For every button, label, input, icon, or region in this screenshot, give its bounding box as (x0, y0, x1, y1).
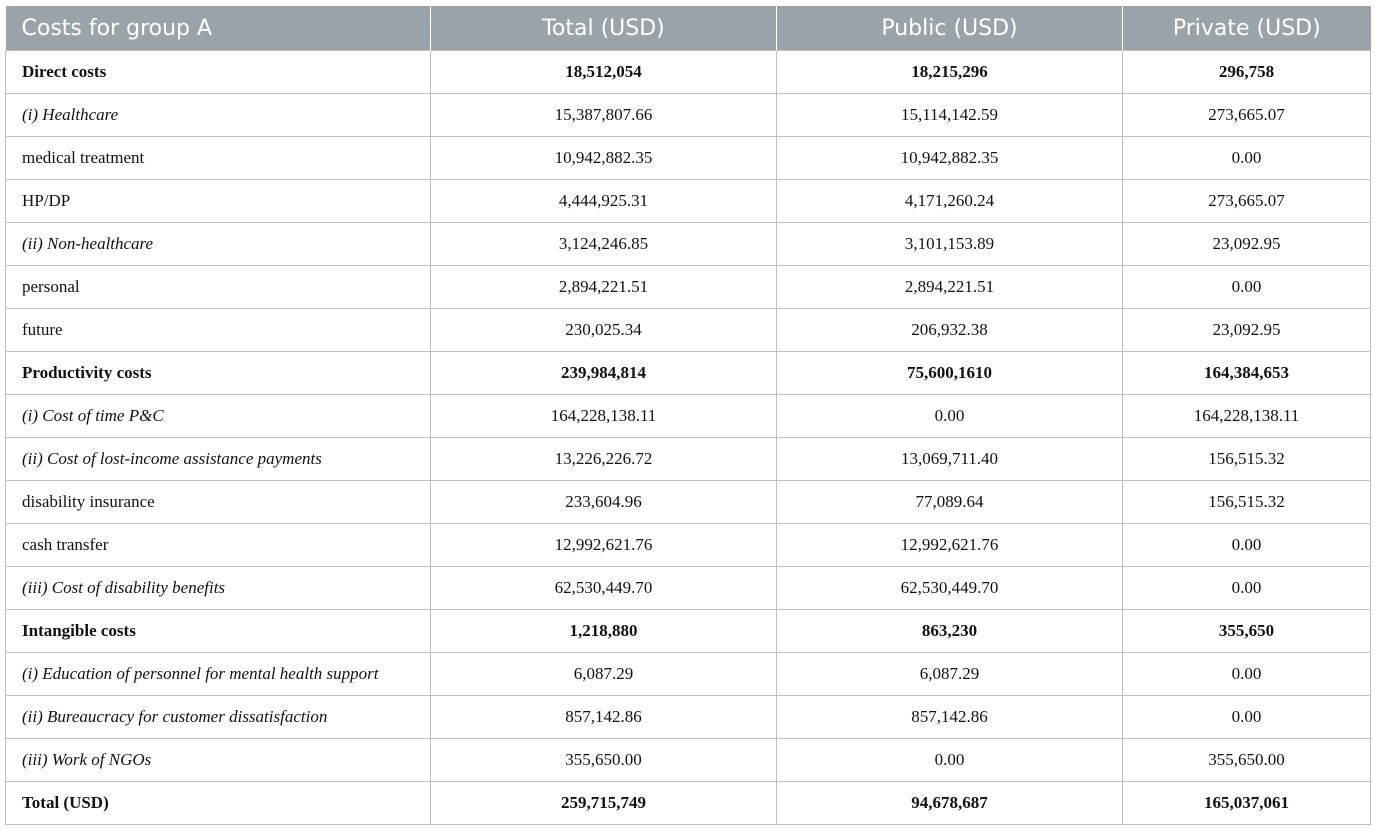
table-row (6, 266, 1371, 309)
cell-private: 23,092.95 (1123, 223, 1371, 266)
cell-total: 233,604.96 (431, 481, 777, 524)
row-label: future (6, 309, 431, 352)
table-row (6, 180, 1371, 223)
cell-private: 0.00 (1123, 653, 1371, 696)
cell-total: 239,984,814 (431, 352, 777, 395)
table-row (6, 94, 1371, 137)
cell-private: 273,665.07 (1123, 94, 1371, 137)
cell-public: 75,600,1610 (777, 352, 1123, 395)
row-label: medical treatment (6, 137, 431, 180)
row-label: Total (USD) (6, 782, 431, 825)
cell-public: 863,230 (777, 610, 1123, 653)
table-row (6, 610, 1371, 653)
cell-total: 13,226,226.72 (431, 438, 777, 481)
cell-total: 15,387,807.66 (431, 94, 777, 137)
table-row (6, 782, 1371, 825)
row-label: (i) Education of personnel for mental health support (6, 653, 431, 696)
cell-total: 2,894,221.51 (431, 266, 777, 309)
header-total: Total (USD) (431, 6, 777, 51)
costs-table-container (5, 6, 1370, 825)
table-row (6, 524, 1371, 567)
table-row (6, 438, 1371, 481)
cell-public: 77,089.64 (777, 481, 1123, 524)
table-row (6, 739, 1371, 782)
table-row (6, 51, 1371, 94)
cell-public: 12,992,621.76 (777, 524, 1123, 567)
row-label: personal (6, 266, 431, 309)
cell-total: 164,228,138.11 (431, 395, 777, 438)
row-label: HP/DP (6, 180, 431, 223)
header-private: Private (USD) (1123, 6, 1371, 51)
cell-private: 0.00 (1123, 567, 1371, 610)
table-row (6, 395, 1371, 438)
row-label: (ii) Cost of lost-income assistance payments (6, 438, 431, 481)
cell-public: 6,087.29 (777, 653, 1123, 696)
cell-public: 0.00 (777, 739, 1123, 782)
cell-public: 15,114,142.59 (777, 94, 1123, 137)
cell-private: 355,650.00 (1123, 739, 1371, 782)
cell-total: 12,992,621.76 (431, 524, 777, 567)
cell-total: 10,942,882.35 (431, 137, 777, 180)
cell-public: 18,215,296 (777, 51, 1123, 94)
cell-private: 164,384,653 (1123, 352, 1371, 395)
cell-private: 164,228,138.11 (1123, 395, 1371, 438)
row-label: (i) Cost of time P&C (6, 395, 431, 438)
cell-total: 3,124,246.85 (431, 223, 777, 266)
cell-public: 3,101,153.89 (777, 223, 1123, 266)
table-body (6, 51, 1371, 825)
row-label: Intangible costs (6, 610, 431, 653)
table-row (6, 309, 1371, 352)
table-row (6, 696, 1371, 739)
cell-total: 18,512,054 (431, 51, 777, 94)
cell-total: 1,218,880 (431, 610, 777, 653)
cell-public: 4,171,260.24 (777, 180, 1123, 223)
cell-private: 273,665.07 (1123, 180, 1371, 223)
row-label: (iii) Cost of disability benefits (6, 567, 431, 610)
cell-private: 156,515.32 (1123, 438, 1371, 481)
cell-public: 206,932.38 (777, 309, 1123, 352)
table-row (6, 653, 1371, 696)
cell-public: 13,069,711.40 (777, 438, 1123, 481)
cell-total: 62,530,449.70 (431, 567, 777, 610)
cell-total: 857,142.86 (431, 696, 777, 739)
row-label: (ii) Bureaucracy for customer dissatisfaction (6, 696, 431, 739)
cell-total: 355,650.00 (431, 739, 777, 782)
cell-public: 62,530,449.70 (777, 567, 1123, 610)
table-row (6, 223, 1371, 266)
cell-public: 2,894,221.51 (777, 266, 1123, 309)
header-costs-group: Costs for group A (6, 6, 431, 51)
row-label: cash transfer (6, 524, 431, 567)
table-row (6, 352, 1371, 395)
cell-private: 0.00 (1123, 266, 1371, 309)
costs-table (5, 6, 1371, 825)
cell-private: 23,092.95 (1123, 309, 1371, 352)
cell-private: 296,758 (1123, 51, 1371, 94)
cell-private: 355,650 (1123, 610, 1371, 653)
cell-public: 857,142.86 (777, 696, 1123, 739)
cell-total: 259,715,749 (431, 782, 777, 825)
cell-private: 156,515.32 (1123, 481, 1371, 524)
table-row (6, 481, 1371, 524)
row-label: Productivity costs (6, 352, 431, 395)
row-label: (ii) Non-healthcare (6, 223, 431, 266)
cell-total: 6,087.29 (431, 653, 777, 696)
row-label: Direct costs (6, 51, 431, 94)
cell-private: 165,037,061 (1123, 782, 1371, 825)
cell-public: 10,942,882.35 (777, 137, 1123, 180)
cell-private: 0.00 (1123, 137, 1371, 180)
row-label: (i) Healthcare (6, 94, 431, 137)
header-public: Public (USD) (777, 6, 1123, 51)
cell-private: 0.00 (1123, 524, 1371, 567)
row-label: disability insurance (6, 481, 431, 524)
cell-private: 0.00 (1123, 696, 1371, 739)
cell-total: 230,025.34 (431, 309, 777, 352)
row-label: (iii) Work of NGOs (6, 739, 431, 782)
cell-public: 0.00 (777, 395, 1123, 438)
cell-total: 4,444,925.31 (431, 180, 777, 223)
cell-public: 94,678,687 (777, 782, 1123, 825)
header-row (6, 6, 1371, 51)
table-row (6, 567, 1371, 610)
table-row (6, 137, 1371, 180)
